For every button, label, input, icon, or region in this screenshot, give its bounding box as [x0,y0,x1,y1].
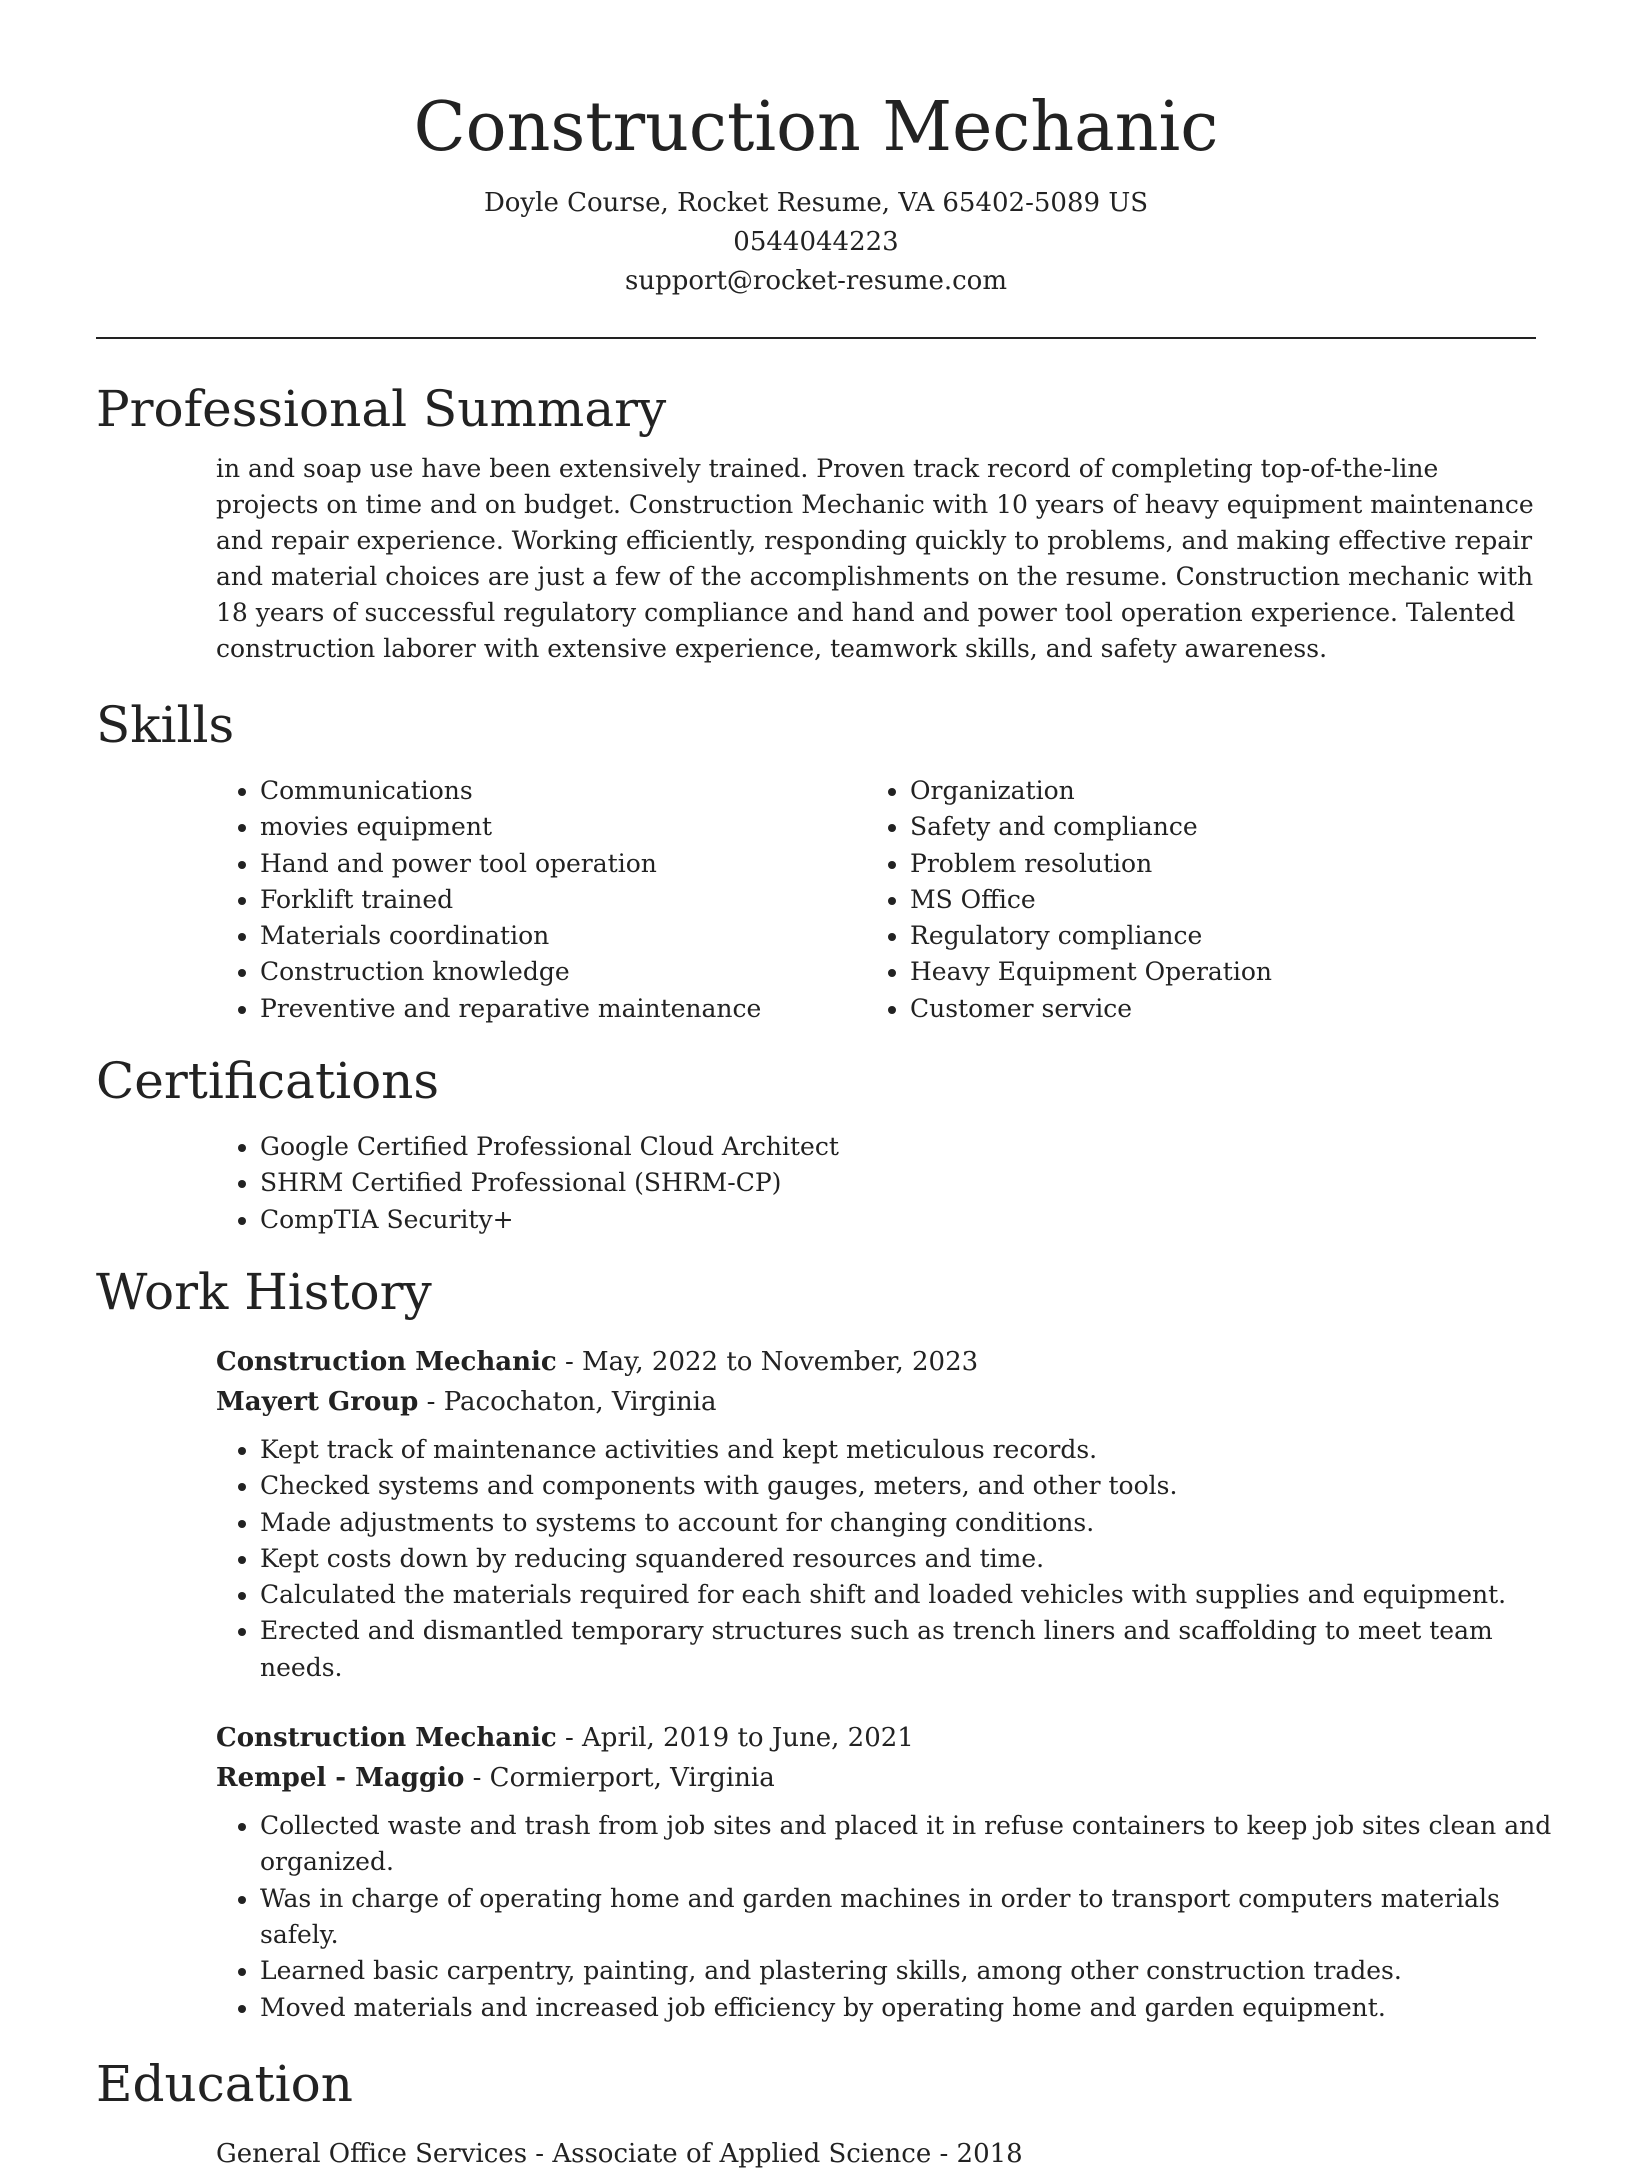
job-duties-list [216,1432,1570,1686]
certification-item: • Google Certified Professional Cloud Architect [260,1129,1536,1165]
skills-column-left [216,773,866,1027]
job-role: Construction Mechanic [216,1346,557,1377]
certification-item: • SHRM Certified Professional (SHRM-CP) [260,1165,1536,1201]
work-history-heading: Work History [96,1262,432,1321]
education-section [96,2052,1536,2174]
job-duty-item: • Kept track of maintenance activities and kept meticulous records. [260,1432,1570,1468]
resume-header [96,0,1536,301]
skill-item: • Regulatory compliance [910,918,1516,954]
skill-item: • Preventive and reparative maintenance [260,991,866,1027]
contact-email: support@rocket-resume.com [624,266,1007,296]
contact-phone: 0544044223 [733,227,899,257]
job-duty-item: • Made adjustments to systems to account for changing conditions. [260,1505,1570,1541]
job-dates: - May, 2022 to November, 2023 [556,1346,979,1377]
skill-item: • MS Office [910,882,1516,918]
candidate-name: Construction Mechanic [413,88,1219,167]
job-duty-item: • Moved materials and increased job efficiency by operating home and garden equipment. [260,1990,1570,2026]
education-heading: Education [96,2054,353,2113]
skill-item: • Construction knowledge [260,954,866,990]
job-title-line [216,1718,1536,1758]
job-company: Rempel - Maggio [216,1763,465,1794]
skills-list-left [216,773,866,1027]
work-history-section [96,1260,1552,2026]
job-duty-item: • Collected waste and trash from job sites and placed it in refuse containers to keep job sites clean and organized. [260,1808,1570,1881]
skill-item: • movies equipment [260,809,866,845]
certifications-list [216,1129,1536,1238]
certifications-list-wrap [216,1129,1536,1238]
summary-text: in and soap use have been extensively trained. Proven track record of completing top-of-the-line projects on time and on budget. Construction Mechanic with 10 years of heavy equipment maintenance and repair experience. Working efficiently, responding quickly to problems, and making effective repair and material choices are just a few of the accomplishments on the resume. Construction mechanic with 18 years of successful regulatory compliance and hand and power tool operation experience. Talented construction laborer with extensive experience, teamwork skills, and safety awareness. [216,454,1534,663]
skills-heading: Skills [96,696,235,754]
skill-item: • Customer service [910,991,1516,1027]
job-duties [216,1808,1552,2026]
job-duty-item: • Kept costs down by reducing squandered resources and time. [260,1541,1570,1577]
skills-section [96,693,1536,1027]
skill-item: • Materials coordination [260,918,866,954]
skills-list-right [866,773,1516,1027]
job-duty-item: • Was in charge of operating home and garden machines in order to transport computers materials safely. [260,1881,1570,1954]
skill-item: • Safety and compliance [910,809,1516,845]
skill-item: • Communications [260,773,866,809]
education-entry: General Office Services - Associate of Applied Science - 2018 [216,2138,1023,2169]
skill-item: • Organization [910,773,1516,809]
certification-item: • CompTIA Security+ [260,1202,1536,1238]
job-dates: - April, 2019 to June, 2021 [556,1723,914,1754]
certifications-section [96,1049,1536,1238]
skill-item: • Hand and power tool operation [260,846,866,882]
contact-info [96,184,1536,301]
job-company-line [216,1382,1536,1422]
summary-heading: Professional Summary [96,380,667,438]
job-duty-item: • Checked systems and components with gauges, meters, and other tools. [260,1468,1570,1504]
job-duties-list [216,1808,1570,2026]
skill-item: • Problem resolution [910,846,1516,882]
contact-address: Doyle Course, Rocket Resume, VA 65402-5089 US [483,188,1149,218]
job-company: Mayert Group [216,1386,419,1417]
job-duties [216,1432,1536,1686]
job-location: - Cormierport, Virginia [464,1763,775,1794]
job-company-line [216,1758,1536,1798]
skills-column-right [866,773,1516,1027]
summary-section [96,377,1536,667]
skills-columns [216,773,1536,1027]
job-duty-item: • Learned basic carpentry, painting, and plastering skills, among other construction trades. [260,1953,1570,1989]
job-role: Construction Mechanic [216,1723,557,1754]
job-entry [216,1718,1552,2026]
skill-item: • Forklift trained [260,882,866,918]
header-divider [96,337,1536,339]
certifications-heading: Certifications [96,1052,440,1111]
job-title-line [216,1342,1536,1382]
skill-item: • Heavy Equipment Operation [910,954,1516,990]
job-duty-item: • Calculated the materials required for each shift and loaded vehicles with supplies and equipment. [260,1577,1570,1613]
job-location: - Pacochaton, Virginia [418,1386,717,1417]
job-duty-item: • Erected and dismantled temporary structures such as trench liners and scaffolding to meet team needs. [260,1613,1570,1686]
job-entry [216,1342,1536,1686]
